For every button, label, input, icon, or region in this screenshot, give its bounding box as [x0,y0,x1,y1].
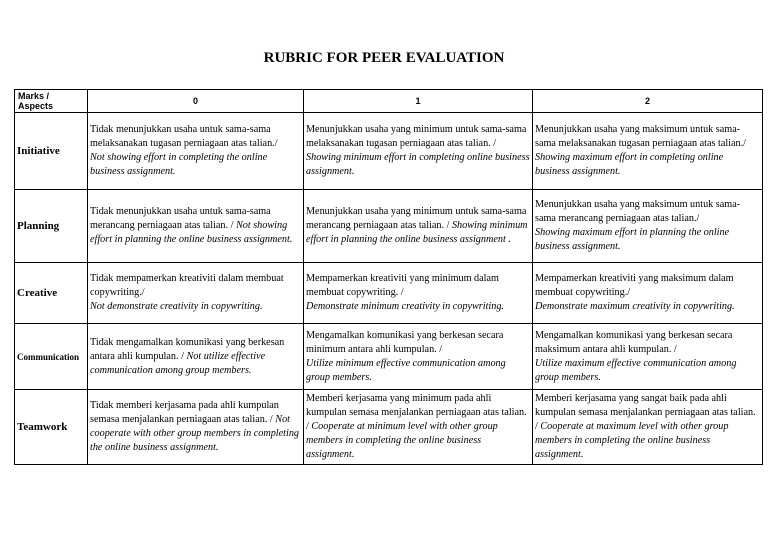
criterion-cell [88,263,304,324]
criterion-cell [88,113,304,190]
criterion-english: Showing maximum effort in completing online business assignment. [535,152,724,177]
criterion-english: Cooperate at minimum level with other group members in completing the online business assignment. [306,421,498,460]
criterion-english: Not utilize effective communication among group members. [90,350,266,376]
criterion-english: Utilize minimum effective communication among group members. [306,357,506,383]
table-row [15,390,763,465]
criterion-malay: Memberi kerjasama yang minimum pada ahli kumpulan semasa menjalankan perniagaan atas talian. / [306,393,527,432]
aspect-teamwork: Teamwork [15,390,88,465]
criterion-cell [533,263,763,324]
table-row [15,324,763,390]
criterion-malay: Tidak menunjukkan usaha untuk sama-sama melaksanakan tugasan perniagaan atas talian./ [90,124,278,149]
criterion-cell [88,324,304,390]
criterion-english: Not showing effort in planning the online business assignment. [90,220,293,245]
header-score-2: 2 [533,90,763,113]
criterion-cell [304,324,533,390]
criterion-english: Not showing effort in completing the online business assignment. [90,152,268,177]
criterion-english: Cooperate at maximum level with other group members in completing the online business assignment. [535,421,729,460]
criterion-malay: Mempamerkan kreativiti yang maksimum dalam membuat copywriting./ [535,273,734,298]
criterion-english: Showing maximum effort in planning the online business assignment. [535,227,730,252]
criterion-cell [533,113,763,190]
criterion-malay: Mempamerkan kreativiti yang minimum dalam membuat copywriting. / [306,273,499,298]
criterion-malay: Tidak mempamerkan kreativiti dalam membuat copywriting./ [90,273,284,298]
criterion-english: Not demonstrate creativity in copywriting. [90,301,263,312]
criterion-cell [533,390,763,465]
criterion-cell [88,390,304,465]
criterion-cell [533,324,763,390]
criterion-malay: Tidak memberi kerjasama pada ahli kumpulan semasa menjalankan perniagaan atas talian. / [90,400,279,425]
rubric-table [14,89,763,465]
criterion-malay: Tidak mengamalkan komunikasi yang berkesan antara ahli kumpulan. / [90,336,285,362]
criterion-english: Demonstrate minimum creativity in copywriting. [306,301,504,312]
aspect-creative: Creative [15,263,88,324]
criterion-malay: Menunjukkan usaha yang maksimum untuk sama-sama merancang perniagaan atas talian./ [535,199,741,224]
criterion-malay: Menunjukkan usaha yang maksimum untuk sama-sama melaksanakan tugasan perniagaan atas talian./ [535,124,747,149]
header-aspects: Marks / Aspects [15,90,88,113]
criterion-cell [304,263,533,324]
table-row [15,190,763,263]
criterion-malay: Mengamalkan komunikasi yang berkesan secara minimum antara ahli kumpulan. / [306,329,504,355]
criterion-cell [533,190,763,263]
criterion-english: Showing minimum effort in completing online business assignment. [306,152,530,177]
page-title: RUBRIC FOR PEER EVALUATION [263,50,505,66]
criterion-english: Utilize maximum effective communication among group members. [535,357,737,383]
criterion-cell [88,190,304,263]
header-score-0: 0 [88,90,304,113]
header-row [15,90,763,113]
criterion-malay: Menunjukkan usaha yang minimum untuk sama-sama melaksanakan tugasan perniagaan atas talian. / [306,124,527,149]
aspect-communication: Communication [15,324,88,390]
criterion-cell [304,113,533,190]
criterion-malay: Mengamalkan komunikasi yang berkesan secara maksimum antara ahli kumpulan. / [535,329,733,355]
criterion-malay: Memberi kerjasama yang sangat baik pada ahli kumpulan semasa menjalankan perniagaan atas talian. / [535,393,756,432]
criterion-cell [304,190,533,263]
criterion-malay: Menunjukkan usaha yang minimum untuk sama-sama merancang perniagaan atas talian. / [306,206,527,231]
criterion-english: Showing minimum effort in planning the online business assignment . [306,220,528,245]
header-score-1: 1 [304,90,533,113]
table-row [15,113,763,190]
criterion-english: Demonstrate maximum creativity in copywriting. [535,301,735,312]
criterion-cell [304,390,533,465]
criterion-malay: Tidak menunjukkan usaha untuk sama-sama merancang perniagaan atas talian. / [90,206,271,231]
aspect-initiative: Initiative [15,113,88,190]
criterion-english: Not cooperate with other group members in completing the online business assignment. [90,414,300,453]
table-row [15,263,763,324]
aspect-planning: Planning [15,190,88,263]
